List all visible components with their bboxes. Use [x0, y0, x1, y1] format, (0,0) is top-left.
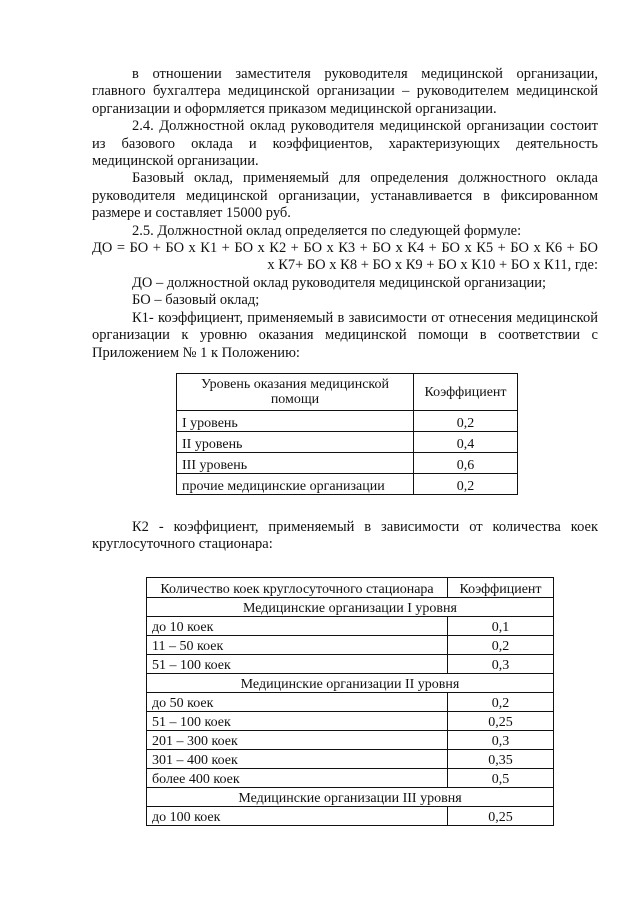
table-row [147, 712, 554, 731]
k2-beds: до 10 коек [147, 617, 448, 636]
k2-beds: 51 – 100 коек [147, 712, 448, 731]
table-row [147, 636, 554, 655]
k2-table [146, 577, 554, 826]
table-row [147, 693, 554, 712]
definition-k2: К2 - коэффициент, применяемый в зависимости от количества коек круглосуточного стационара: [92, 519, 598, 553]
k2-value: 0,35 [448, 750, 554, 769]
k1-table-header [177, 374, 518, 411]
k1-header-coefficient: Коэффициент [414, 374, 518, 411]
k2-value: 0,3 [448, 655, 554, 674]
k1-value: 0,6 [414, 453, 518, 474]
k2-value: 0,2 [448, 693, 554, 712]
k2-beds: до 100 коек [147, 807, 448, 826]
group-title: Медицинские организации II уровня [147, 674, 554, 693]
table-row [147, 617, 554, 636]
k1-level: I уровень [177, 411, 414, 432]
k1-header-level: Уровень оказания медицинской помощи [177, 374, 414, 411]
k1-level: прочие медицинские организации [177, 474, 414, 495]
definition-k1: К1- коэффициент, применяемый в зависимости от отнесения медицинской организации к уровню оказания медицинской помощи в соответствии с Приложением № 1 к Положению: [92, 309, 598, 361]
document-text [92, 66, 598, 362]
k2-table-header [147, 578, 554, 598]
k2-value: 0,1 [448, 617, 554, 636]
definition-do: ДО – должностной оклад руководителя медицинской организации; [132, 274, 547, 291]
table-row [147, 769, 554, 788]
k2-beds: до 50 коек [147, 693, 448, 712]
k2-value: 0,25 [448, 712, 554, 731]
k2-beds: 11 – 50 коек [147, 636, 448, 655]
group-title: Медицинские организации III уровня [147, 788, 554, 807]
k1-value: 0,2 [414, 474, 518, 495]
table-row [177, 411, 518, 432]
formula-line-2: х К7+ БО х К8 + БО х К9 + БО х К10 + БО х К11, где: [267, 257, 598, 274]
table-row [177, 453, 518, 474]
table-row [147, 655, 554, 674]
table-row [177, 474, 518, 495]
k2-value: 0,2 [448, 636, 554, 655]
formula-line-1: ДО = БО + БО х К1 + БО х К2 + БО х К3 + БО х К4 + БО х К5 + БО х К6 + БО [92, 240, 598, 257]
group-row [147, 674, 554, 693]
paragraph-2-5: 2.5. Должностной оклад определяется по следующей формуле: [132, 222, 522, 239]
table-row [147, 731, 554, 750]
k2-beds: 201 – 300 коек [147, 731, 448, 750]
k2-value: 0,3 [448, 731, 554, 750]
paragraph-base-salary: Базовый оклад, применяемый для определения должностного оклада руководителя медицинской организации, устанавливается в фиксированном размере и составляет 15000 руб. [92, 170, 598, 222]
k2-header-beds: Количество коек круглосуточного стационара [147, 578, 448, 598]
k2-header-coefficient: Коэффициент [448, 578, 554, 598]
k2-beds: 301 – 400 коек [147, 750, 448, 769]
table-row [177, 432, 518, 453]
table-row [147, 807, 554, 826]
table-row [147, 750, 554, 769]
paragraph-2-4: 2.4. Должностной оклад руководителя медицинской организации состоит из базового оклада и коэффициентов, характеризующих деятельность медицинской организации. [92, 118, 598, 170]
k1-table [176, 373, 518, 495]
k1-value: 0,2 [414, 411, 518, 432]
k2-beds: более 400 коек [147, 769, 448, 788]
k1-value: 0,4 [414, 432, 518, 453]
k2-value: 0,5 [448, 769, 554, 788]
k1-level: III уровень [177, 453, 414, 474]
group-title: Медицинские организации I уровня [147, 598, 554, 617]
k2-beds: 51 – 100 коек [147, 655, 448, 674]
group-row [147, 598, 554, 617]
k1-level: II уровень [177, 432, 414, 453]
k2-value: 0,25 [448, 807, 554, 826]
definition-bo: БО – базовый оклад; [132, 292, 260, 309]
group-row [147, 788, 554, 807]
paragraph-deputy: в отношении заместителя руководителя медицинской организации, главного бухгалтера медицинской организации – руководителем медицинской организации и оформляется приказом медицинской организации. [92, 66, 598, 117]
